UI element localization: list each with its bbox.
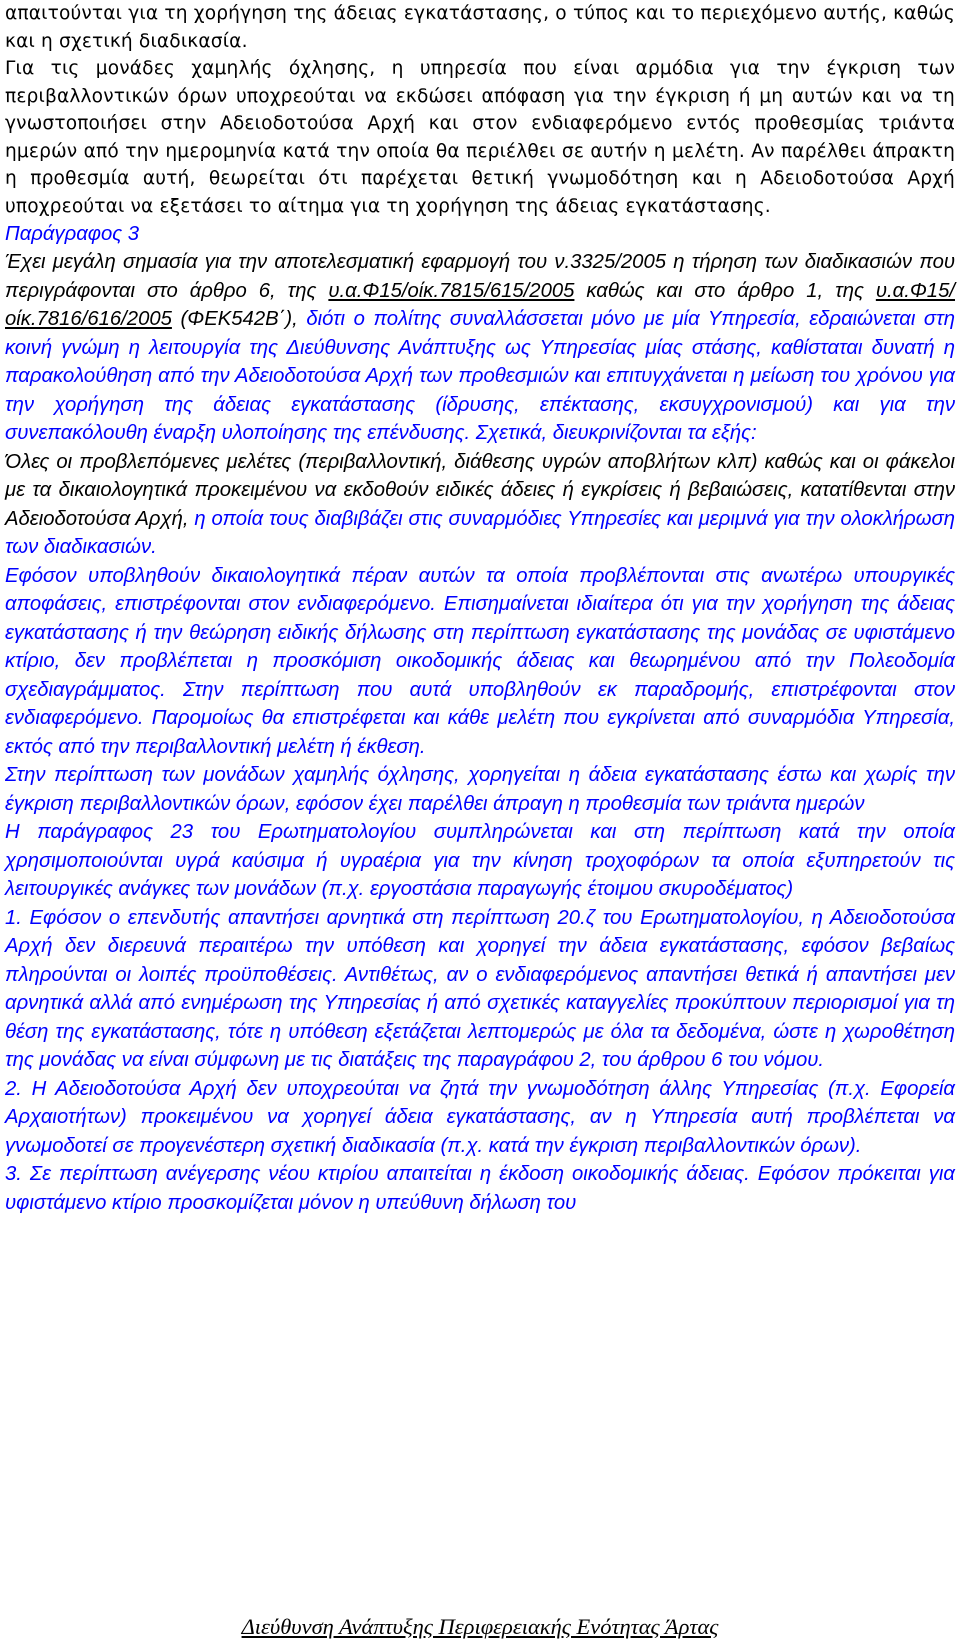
studies-text-tail: η οποία τους διαβιβάζει στις συναρμόδιες Υπηρεσίες και μεριμνά για την ολοκλήρωση των διαδικασιών. xyxy=(5,507,955,559)
p3-text-part2: καθώς και στο άρθρο 1, της xyxy=(574,279,876,302)
page-footer: Διεύθυνση Ανάπτυξης Περιφερειακής Ενότητας Άρτας xyxy=(241,1614,719,1639)
ministerial-decision-link-2: υ.α.Φ15/οίκ.7816/616/2005 xyxy=(5,279,955,331)
p3-text-part3: (ΦΕΚ542Β΄), xyxy=(171,308,307,331)
numbered-item-1: 1. Εφόσον ο επενδυτής απαντήσει αρνητικά στη περίπτωση 20.ζ του Ερωτηματολογίου, η Αδειοδοτούσα Αρχή δεν διερευνά περαιτέρω την υπόθεση και χορηγεί την άδεια εγκατάστασης, εφόσον βεβαίως πληρούνται οι λοιπές προϋποθέσεις. Αντιθέτως, αν ο ενδιαφερόμενος απαντήσει θετικά ή απαντήσει μεν αρνητικά αλλά από ενημέρωση της Υπηρεσίας ή από σχετικές καταγγελίες προκύπτουν περιορισμοί για τη θέση της εγκατάστασης, τότε η υπόθεση εξετάζεται λεπτομερώς με όλα τα δεδομένα, ώστε η χωροθέτηση της μονάδας να είναι σύμφωνη με τις διατάξεις της παραγράφου 2, του άρθρου 6 του νόμου. xyxy=(5,906,955,1072)
numbered-item-3: 3. Σε περίπτωση ανέγερσης νέου κτιρίου απαιτείται η έκδοση οικοδομικής άδειας. Εφόσον πρόκειται για υφιστάμενο κτίριο προσκομίζεται μόνον η υπεύθυνη δήλωση του xyxy=(5,1163,955,1214)
one-stop-shop-text: διότι ο πολίτης συναλλάσσεται μόνο με μία Υπηρεσία, εδραιώνεται στη κοινή γνώμη η λειτουργία της Διεύθυνσης Ανάπτυξης ως Υπηρεσίας μίας στάσης, καθίσταται δυνατή η παρακολούθηση από την Αδειοδοτούσα Αρχή των προθεσμιών και επιτυγχάνεται η μείωση του χρόνου για την χορήγηση της άδειας εγκατάστασης (ίδρυσης, επέκτασης, εκσυγχρονισμού) και για την συνεπακόλουθη έναρξη υλοποίησης της επένδυσης. xyxy=(5,308,956,445)
p3-text-part1: Έχει μεγάλη σημασία για την αποτελεσματική εφαρμογή του ν.3325/2005 η τήρηση των διαδικασιών που περιγράφονται στο άρθρο 6, της xyxy=(5,251,955,302)
intro-text xyxy=(5,0,955,220)
ministerial-decision-link-1: υ.α.Φ15/οίκ.7815/615/2005 xyxy=(328,279,575,302)
studies-text: Όλες οι προβλεπόμενες μελέτες (περιβαλλοντική, διάθεσης υγρών αποβλήτων κλπ) καθώς και οι φάκελοι με τα δικαιολογητικά προκειμένου να εκδοθούν ειδικές άδειες ή εγκρίσεις ή βεβαιώσεις, κατατίθενται στην Αδειοδοτούσα Αρχή, xyxy=(5,450,955,530)
document-page xyxy=(5,0,955,1217)
paragraph-3-body xyxy=(5,248,955,448)
low-nuisance-paragraph: Για τις μονάδες χαμηλής όχλησης, η υπηρεσία που είναι αρμόδια για την έγκριση των περιβαλλοντικών όρων υποχρεούται να εκδώσει απόφαση για την έγκριση ή μη αυτών και να τη γνωστοποιήσει στην Αδειοδοτούσα Αρχή και στον ενδιαφερόμενο εντός προθεσμίας τριάντα ημερών από την ημερομηνία κατά την οποία θα περιέλθει σε αυτήν η μελέτη. Αν παρέλθει άπρακτη η προθεσμία αυτή, θεωρείται ότι παρέχεται θετική γνωμοδότηση και η Αδειοδοτούσα Αρχή υποχρεούται να εξετάσει το αίτημα για τη χορήγηση της άδειας εγκατάστασης. xyxy=(5,58,955,217)
paragraph-3-heading: Παράγραφος 3 xyxy=(5,223,140,245)
studies-paragraph xyxy=(5,448,955,562)
clarifications-intro: Σχετικά, διευκρινίζονται τα εξής: xyxy=(470,422,757,445)
intro-text-line: απαιτούνται για τη χορήγηση της άδειας εγκατάστασης, ο τύπος και το περιεχόμενο αυτής, καθώς και η σχετική διαδικασία. xyxy=(5,3,955,52)
numbered-item-2: 2. Η Αδειοδοτούσα Αρχή δεν υποχρεούται να ζητά την γνωμοδότηση άλλης Υπηρεσίας (π.χ. Εφορεία Αρχαιοτήτων) προκειμένου να χορηγεί άδεια εγκατάστασης, αν η Υπηρεσία αυτή προβλέπεται να γνωμοδοτεί σε προγενέστερη σχετική διαδικασία (π.χ. κατά την έγκριση περιβαλλοντικών όρων). xyxy=(5,1077,955,1157)
questionnaire-paragraph-23: Η παράγραφος 23 του Ερωτηματολογίου συμπληρώνεται και στη περίπτωση κατά την οποία χρησιμοποιούνται υγρά καύσιμα ή υγραέρια για την κίνηση τροχοφόρων τα οποία εξυπηρετούν τις λειτουργικές ανάγκες των μονάδων (π.χ. εργοστάσια παραγωγής έτοιμου σκυροδέματος) xyxy=(5,821,955,901)
extra-documents-paragraph: Εφόσον υποβληθούν δικαιολογητικά πέραν αυτών τα οποία προβλέπονται στις ανωτέρω υπουργικές αποφάσεις, επιστρέφονται στον ενδιαφερόμενο. Επισημαίνεται ιδιαίτερα ότι για την χορήγηση της άδειας εγκατάστασης ή την θεώρηση ειδικής δήλωσης στη περίπτωση εγκατάστασης της μονάδας σε υφιστάμενο κτίριο, δεν προβλέπεται η προσκόμιση οικοδομικής άδειας και θεωρημένου από την Πολεοδομία σχεδιαγράμματος. Στην περίπτωση που αυτά υποβληθούν εκ παραδρομής, επιστρέφονται στον ενδιαφερόμενο. Παρομοίως θα επιστρέφεται και κάθε μελέτη που εγκρίνεται από συναρμόδια Υπηρεσία, εκτός από την περιβαλλοντική μελέτη ή έκθεση. xyxy=(5,564,955,758)
low-nuisance-permit-paragraph: Στην περίπτωση των μονάδων χαμηλής όχλησης, χορηγείται η άδεια εγκατάστασης έστω και χωρίς την έγκριση περιβαλλοντικών όρων, εφόσον έχει παρέλθει άπραγη η προθεσμία των τριάντα ημερών xyxy=(5,764,955,815)
